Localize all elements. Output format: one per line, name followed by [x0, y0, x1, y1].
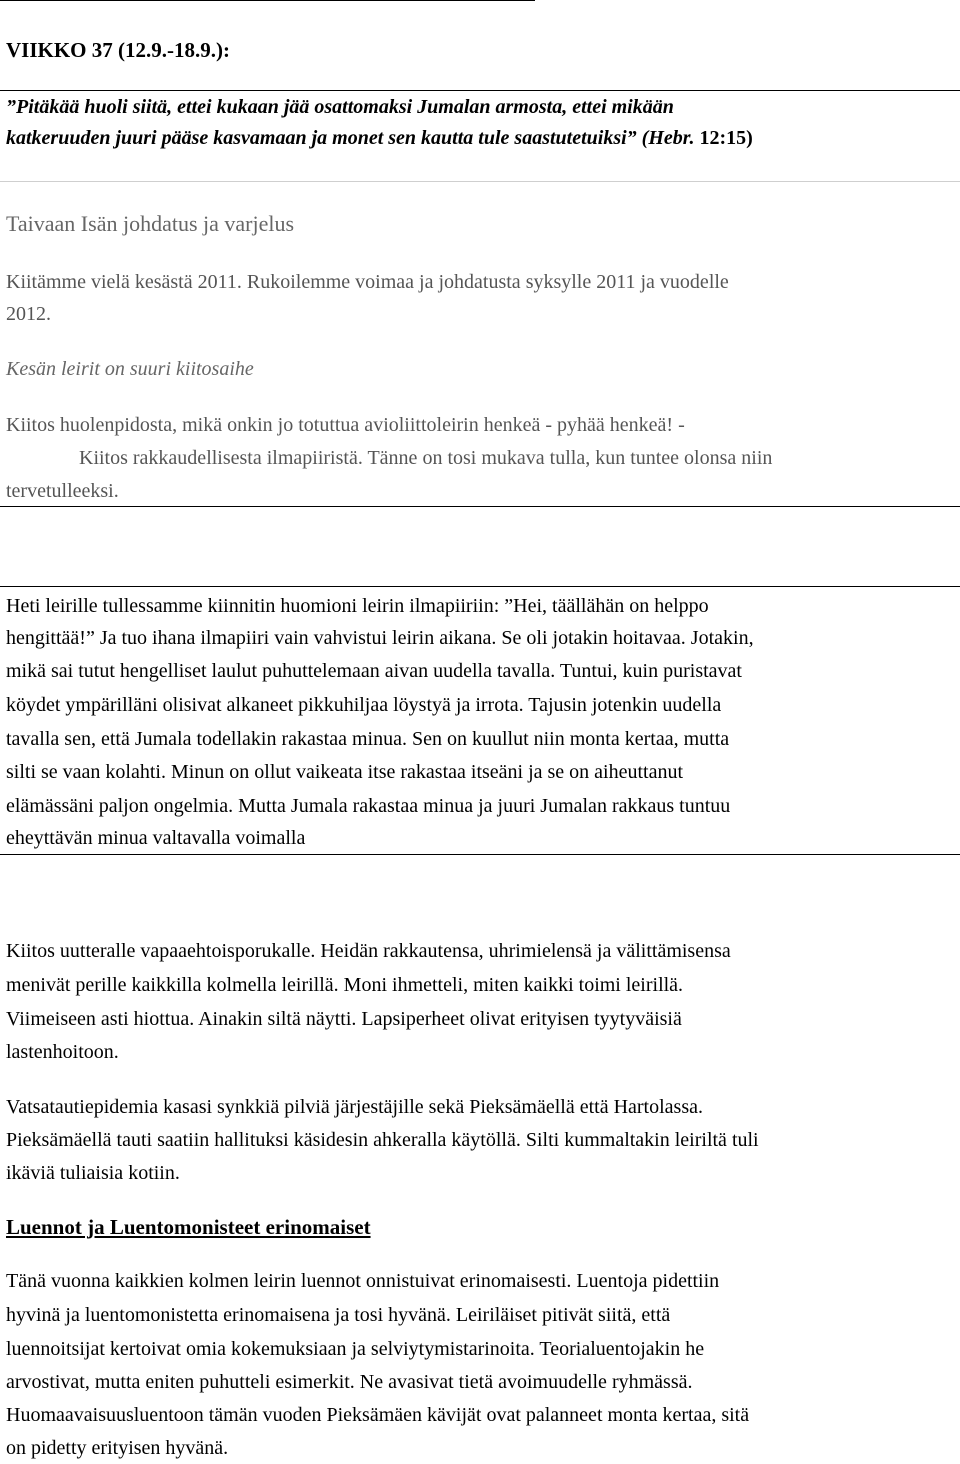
camps-line-3: tervetulleeksi. — [6, 480, 119, 502]
quote-line: Heti leirille tullessamme kiinnitin huomioni leirin ilmapiiriin: ”Hei, täällähän on helppo — [6, 595, 709, 617]
guidance-line-1: Kiitämme vielä kesästä 2011. Rukoilemme voimaa ja johdatusta syksylle 2011 ja vuodelle — [6, 271, 729, 293]
quote-rule-bottom — [0, 854, 960, 855]
section-title-lectures: Luennot ja Luentomonisteet erinomaiset — [6, 1215, 371, 1239]
section-title-guidance: Taivaan Isän johdatus ja varjelus — [6, 211, 295, 236]
quote-rule-top — [0, 586, 960, 587]
section-title-camps: Kesän leirit on suuri kiitosaihe — [6, 358, 254, 380]
quote-line: tavalla sen, että Jumala todellakin rakastaa minua. Sen on kuullut niin monta kertaa, mutta — [6, 728, 730, 750]
guidance-line-2: 2012. — [6, 303, 51, 325]
quote-line: hengittää!” Ja tuo ihana ilmapiiri vain vahvistui leirin aikana. Se oli jotakin hoitavaa. Jotakin, — [6, 627, 754, 649]
paragraph-line: Pieksämäellä tauti saatiin hallituksi käsidesin ahkeralla käytöllä. Silti kummaltakin leiriltä tuli — [6, 1129, 759, 1151]
quote-line: eheyttävän minua valtavalla voimalla — [6, 827, 306, 849]
verse-text: katkeruuden juuri pääse kasvamaan ja monet sen kautta tule saastutetuiksi” (Hebr. — [6, 127, 695, 149]
paragraph-line: lastenhoitoon. — [6, 1041, 119, 1063]
verse-rule-bottom — [0, 181, 960, 182]
camps-welcome: Tänne on tosi mukava tulla, kun tuntee olonsa niin — [362, 447, 773, 469]
quote-line: elämässäni paljon ongelmia. Mutta Jumala rakastaa minua ja juuri Jumalan rakkaus tuntuu — [6, 795, 731, 817]
camps-line-2 — [6, 442, 772, 474]
paragraph-line: Tänä vuonna kaikkien kolmen leirin luennot onnistuivat erinomaisesti. Luentoja pidettiin — [6, 1270, 720, 1292]
paragraph-line: on pidetty erityisen hyvänä. — [6, 1437, 229, 1459]
paragraph-line: hyvinä ja luentomonistetta erinomaisena ja tosi hyvänä. Leiriläiset pitivät siitä, että — [6, 1304, 671, 1326]
quote-line: silti se vaan kolahti. Minun on ollut vaikeata itse rakastaa itseäni ja se on aiheuttanut — [6, 761, 684, 783]
verse-rule-top — [0, 90, 960, 91]
top-rule — [0, 0, 535, 1]
paragraph-line: arvostivat, mutta eniten puhutteli esimerkit. Ne avasivat tietä avoimuudelle ryhmässä. — [6, 1371, 693, 1393]
paragraph-line: luennoitsijat kertoivat omia kokemuksiaan ja selviytymistarinoita. Teorialuentojakin he — [6, 1338, 705, 1360]
camps-rule — [0, 506, 960, 507]
paragraph-line: Kiitos uutteralle vapaaehtoisporukalle. Heidän rakkautensa, uhrimielensä ja välittämisensa — [6, 940, 731, 962]
verse-reference: 12:15) — [699, 127, 753, 149]
paragraph-line: Vatsatautiepidemia kasasi synkkiä pilviä järjestäjille sekä Pieksämäellä että Hartolassa. — [6, 1096, 703, 1118]
week-heading: VIIKKO 37 (12.9.-18.9.): — [6, 38, 230, 62]
verse-line-1: ”Pitäkää huoli siitä, ettei kukaan jää osattomaksi Jumalan armosta, ettei mikään — [6, 96, 674, 118]
quote-line: köydet ympärilläni olisivat alkaneet pikkuhiljaa löystyä ja irrota. Tajusin jotenkin uudella — [6, 694, 722, 716]
paragraph-line: Huomaavaisuusluentoon tämän vuoden Pieksämäen kävijät ovat palanneet monta kertaa, sitä — [6, 1404, 750, 1426]
quote-line: mikä sai tutut hengelliset laulut puhuttelemaan aivan uudella tavalla. Tuntui, kuin puristavat — [6, 660, 742, 682]
paragraph-line: Viimeiseen asti hiottua. Ainakin siltä näytti. Lapsiperheet olivat erityisen tyytyväisiä — [6, 1008, 682, 1030]
paragraph-line: ikäviä tuliaisia kotiin. — [6, 1162, 180, 1184]
verse-line-2 — [6, 123, 753, 154]
paragraph-line: menivät perille kaikkilla kolmella leirillä. Moni ihmetteli, miten kaikki toimi leirillä. — [6, 974, 684, 996]
camps-thanks: Kiitos rakkaudellisesta ilmapiiristä. — [79, 447, 363, 469]
camps-line-1: Kiitos huolenpidosta, mikä onkin jo totuttua avioliittoleirin henkeä - pyhää henkeä! - — [6, 414, 685, 436]
